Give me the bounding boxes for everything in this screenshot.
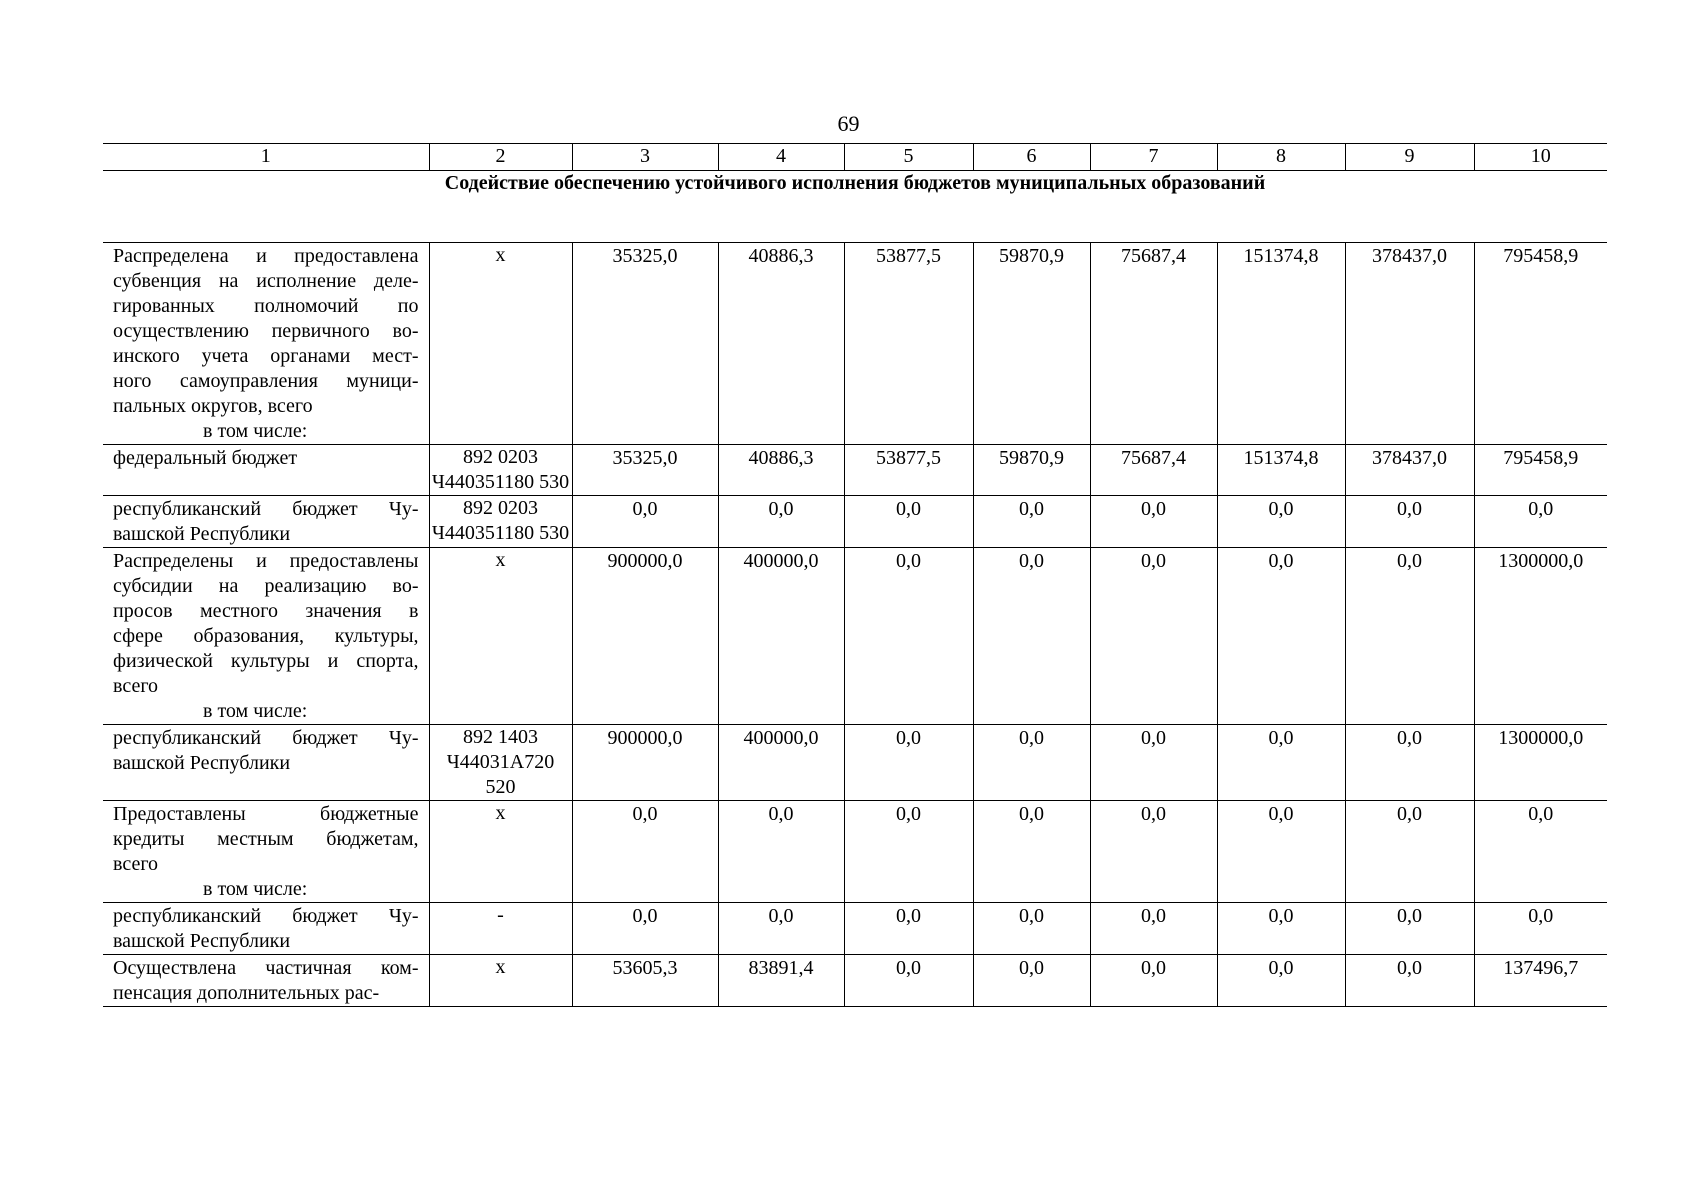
value-cell: 40886,3 xyxy=(718,243,844,445)
value-cell: 0,0 xyxy=(1345,496,1474,548)
budget-code: 892 1403 Ч44031А720 520 xyxy=(429,725,572,801)
table-row xyxy=(103,903,1607,955)
table-row xyxy=(103,548,1607,725)
including-label: в том числе: xyxy=(203,700,308,722)
value-cell: 0,0 xyxy=(844,725,973,801)
description-line: Осуществлена частичная ком- xyxy=(113,957,419,979)
section-title: Содействие обеспечению устойчивого исполнения бюджетов муниципальных образований xyxy=(444,172,1266,194)
row-description xyxy=(103,445,429,496)
value-cell: 378437,0 xyxy=(1345,445,1474,496)
value-cell: 0,0 xyxy=(844,496,973,548)
including-label: в том числе: xyxy=(203,878,308,900)
value-cell: 0,0 xyxy=(1217,725,1345,801)
value-cell: 0,0 xyxy=(973,496,1090,548)
value-cell: 0,0 xyxy=(572,496,718,548)
row-description xyxy=(103,725,429,801)
row-description xyxy=(103,243,429,445)
description-line: пенсация дополнительных рас- xyxy=(113,982,380,1004)
value-cell: 0,0 xyxy=(844,548,973,725)
value-cell: 0,0 xyxy=(718,496,844,548)
value-cell: 0,0 xyxy=(1090,548,1217,725)
description-line: вашской Республики xyxy=(113,930,291,952)
value-cell: 59870,9 xyxy=(973,243,1090,445)
value-cell: 0,0 xyxy=(844,903,973,955)
description-line: вашской Республики xyxy=(113,752,291,774)
value-cell: 0,0 xyxy=(973,903,1090,955)
budget-code: х xyxy=(429,243,572,445)
value-cell: 0,0 xyxy=(844,801,973,903)
value-cell: 0,0 xyxy=(1474,801,1607,903)
description-line: республиканский бюджет Чу- xyxy=(113,727,419,749)
value-cell: 0,0 xyxy=(1217,548,1345,725)
value-cell: 75687,4 xyxy=(1090,445,1217,496)
value-cell: 53605,3 xyxy=(572,955,718,1007)
value-cell: 0,0 xyxy=(1217,801,1345,903)
description-line: республиканский бюджет Чу- xyxy=(113,498,419,520)
budget-code: х xyxy=(429,548,572,725)
value-cell: 0,0 xyxy=(1345,903,1474,955)
description-line: федеральный бюджет xyxy=(113,447,298,469)
row-description xyxy=(103,801,429,903)
value-cell: 795458,9 xyxy=(1474,445,1607,496)
value-cell: 0,0 xyxy=(1345,725,1474,801)
table-row xyxy=(103,445,1607,496)
value-cell: 59870,9 xyxy=(973,445,1090,496)
description-line: гированных полномочий по xyxy=(113,295,419,317)
description-line: всего xyxy=(113,675,159,697)
description-line: физической культуры и спорта, xyxy=(113,650,419,672)
value-cell: 0,0 xyxy=(1345,801,1474,903)
description-line: инского учета органами мест- xyxy=(113,345,419,367)
budget-table xyxy=(103,143,1607,1007)
value-cell: 0,0 xyxy=(1090,801,1217,903)
budget-code: х xyxy=(429,955,572,1007)
description-line: кредиты местным бюджетам, xyxy=(113,828,419,850)
value-cell: 151374,8 xyxy=(1217,243,1345,445)
value-cell: 0,0 xyxy=(1090,903,1217,955)
column-number: 8 xyxy=(1217,144,1345,171)
budget-code: х xyxy=(429,801,572,903)
column-number: 7 xyxy=(1090,144,1217,171)
description-line: осуществлению первичного во- xyxy=(113,320,419,342)
value-cell: 900000,0 xyxy=(572,725,718,801)
column-number: 10 xyxy=(1474,144,1607,171)
value-cell: 1300000,0 xyxy=(1474,725,1607,801)
value-cell: 0,0 xyxy=(1217,955,1345,1007)
description-line: просов местного значения в xyxy=(113,600,419,622)
value-cell: 0,0 xyxy=(718,903,844,955)
description-line: субвенция на исполнение деле- xyxy=(113,270,419,292)
description-line: Предоставлены бюджетные xyxy=(113,803,419,825)
budget-code: - xyxy=(429,903,572,955)
row-description xyxy=(103,548,429,725)
column-number: 1 xyxy=(103,144,429,171)
description-line: сфере образования, культуры, xyxy=(113,625,419,647)
column-number: 2 xyxy=(429,144,572,171)
description-line: пальных округов, всего xyxy=(113,395,313,417)
value-cell: 40886,3 xyxy=(718,445,844,496)
value-cell: 53877,5 xyxy=(844,243,973,445)
value-cell: 0,0 xyxy=(973,725,1090,801)
value-cell: 0,0 xyxy=(1090,725,1217,801)
value-cell: 0,0 xyxy=(973,548,1090,725)
value-cell: 0,0 xyxy=(1345,955,1474,1007)
including-label: в том числе: xyxy=(203,420,308,442)
value-cell: 0,0 xyxy=(1474,496,1607,548)
description-line: республиканский бюджет Чу- xyxy=(113,905,419,927)
row-description xyxy=(103,496,429,548)
value-cell: 0,0 xyxy=(1474,903,1607,955)
value-cell: 0,0 xyxy=(718,801,844,903)
value-cell: 75687,4 xyxy=(1090,243,1217,445)
value-cell: 1300000,0 xyxy=(1474,548,1607,725)
description-line: Распределены и предоставлены xyxy=(113,550,419,572)
value-cell: 0,0 xyxy=(1217,903,1345,955)
value-cell: 83891,4 xyxy=(718,955,844,1007)
value-cell: 0,0 xyxy=(844,955,973,1007)
value-cell: 0,0 xyxy=(1345,548,1474,725)
value-cell: 151374,8 xyxy=(1217,445,1345,496)
value-cell: 400000,0 xyxy=(718,725,844,801)
value-cell: 0,0 xyxy=(1090,955,1217,1007)
table-row xyxy=(103,801,1607,903)
column-number: 9 xyxy=(1345,144,1474,171)
value-cell: 0,0 xyxy=(1217,496,1345,548)
description-line: всего xyxy=(113,853,159,875)
value-cell: 0,0 xyxy=(973,955,1090,1007)
column-number-row xyxy=(103,144,1607,171)
value-cell: 53877,5 xyxy=(844,445,973,496)
table-row xyxy=(103,496,1607,548)
value-cell: 378437,0 xyxy=(1345,243,1474,445)
value-cell: 0,0 xyxy=(572,801,718,903)
value-cell: 795458,9 xyxy=(1474,243,1607,445)
page-number: 69 xyxy=(837,111,860,136)
column-number: 4 xyxy=(718,144,844,171)
value-cell: 400000,0 xyxy=(718,548,844,725)
value-cell: 0,0 xyxy=(1090,496,1217,548)
value-cell: 137496,7 xyxy=(1474,955,1607,1007)
column-number: 3 xyxy=(572,144,718,171)
budget-code: 892 0203 Ч440351180 530 xyxy=(429,496,572,548)
value-cell: 35325,0 xyxy=(572,243,718,445)
budget-code: 892 0203 Ч440351180 530 xyxy=(429,445,572,496)
column-number: 6 xyxy=(973,144,1090,171)
table-row xyxy=(103,243,1607,445)
description-line: субсидии на реализацию во- xyxy=(113,575,419,597)
table-row xyxy=(103,955,1607,1007)
value-cell: 900000,0 xyxy=(572,548,718,725)
value-cell: 35325,0 xyxy=(572,445,718,496)
row-description xyxy=(103,903,429,955)
column-number: 5 xyxy=(844,144,973,171)
description-line: ного самоуправления муници- xyxy=(113,370,419,392)
value-cell: 0,0 xyxy=(973,801,1090,903)
value-cell: 0,0 xyxy=(572,903,718,955)
description-line: вашской Республики xyxy=(113,523,291,545)
table-row xyxy=(103,725,1607,801)
section-row xyxy=(103,171,1607,243)
row-description xyxy=(103,955,429,1007)
description-line: Распределена и предоставлена xyxy=(113,245,419,267)
